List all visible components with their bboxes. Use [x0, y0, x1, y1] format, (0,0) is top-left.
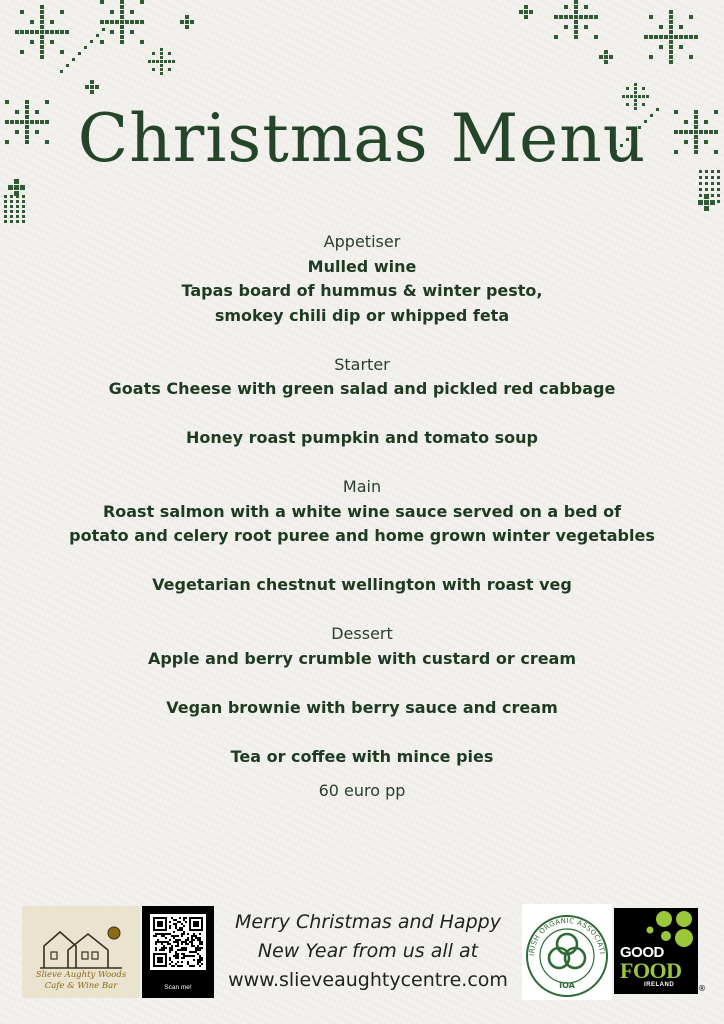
gfi-ireland: IRELAND — [644, 982, 675, 988]
greeting — [218, 908, 518, 995]
cafe-logo-text: Slieve Aughty Woods — [35, 970, 127, 980]
section-main: Main — [342, 477, 382, 496]
appetiser-item: smokey chili dip or whipped feta — [214, 305, 510, 325]
menu-body — [0, 230, 724, 804]
house-icon — [38, 924, 124, 970]
appetiser-item: Tapas board of hummus & winter pesto, — [181, 281, 543, 300]
section-appetiser: Appetiser — [323, 232, 401, 251]
gfi-food: FOOD — [620, 958, 682, 983]
qr-code-card[interactable] — [142, 906, 214, 998]
starter-item: Goats Cheese with green salad and pickled red cabbage — [108, 379, 616, 398]
starter-item: Honey roast pumpkin and tomato soup — [186, 428, 538, 447]
footer — [0, 900, 724, 1000]
cafe-logo-text: Cafe & Wine Bar — [44, 981, 118, 991]
greeting-line: Merry Christmas and Happy — [235, 911, 501, 933]
menu-title: Christmas Menu — [77, 100, 647, 177]
cafe-logo — [22, 906, 140, 998]
qr-code[interactable] — [150, 914, 206, 970]
website-link[interactable]: www.slieveaughtycentre.com — [228, 969, 508, 991]
main-item: potato and celery root puree and home grown winter vegetables — [69, 526, 655, 545]
ioa-logo — [522, 904, 612, 1000]
appetiser-item: Mulled wine — [307, 256, 417, 276]
qr-caption: Scan me! — [164, 984, 192, 991]
registered-mark: ® — [698, 984, 706, 993]
ioa-emblem-icon — [522, 904, 612, 1000]
section-starter: Starter — [334, 354, 390, 374]
svg-text:IOA: IOA — [559, 981, 575, 990]
section-dessert: Dessert — [331, 624, 393, 643]
main-item: Roast salmon with a white wine sauce served on a bed of — [102, 501, 622, 521]
dessert-item: Vegan brownie with berry sauce and cream — [166, 697, 558, 717]
greeting-line: New Year from us all at — [257, 940, 479, 962]
price: 60 euro pp — [318, 781, 406, 800]
circles-icon — [614, 908, 698, 948]
dessert-item: Apple and berry crumble with custard or cream — [147, 648, 577, 668]
svg-text:IRISH ORGANIC ASSOCIATION: IRISH ORGANIC ASSOCIATI — [527, 916, 606, 957]
dessert-item: Tea or coffee with mince pies — [230, 746, 494, 766]
main-item: Vegetarian chestnut wellington with roast veg — [152, 575, 572, 594]
gfi-good: GOOD — [620, 944, 664, 961]
good-food-ireland-logo — [614, 908, 698, 994]
